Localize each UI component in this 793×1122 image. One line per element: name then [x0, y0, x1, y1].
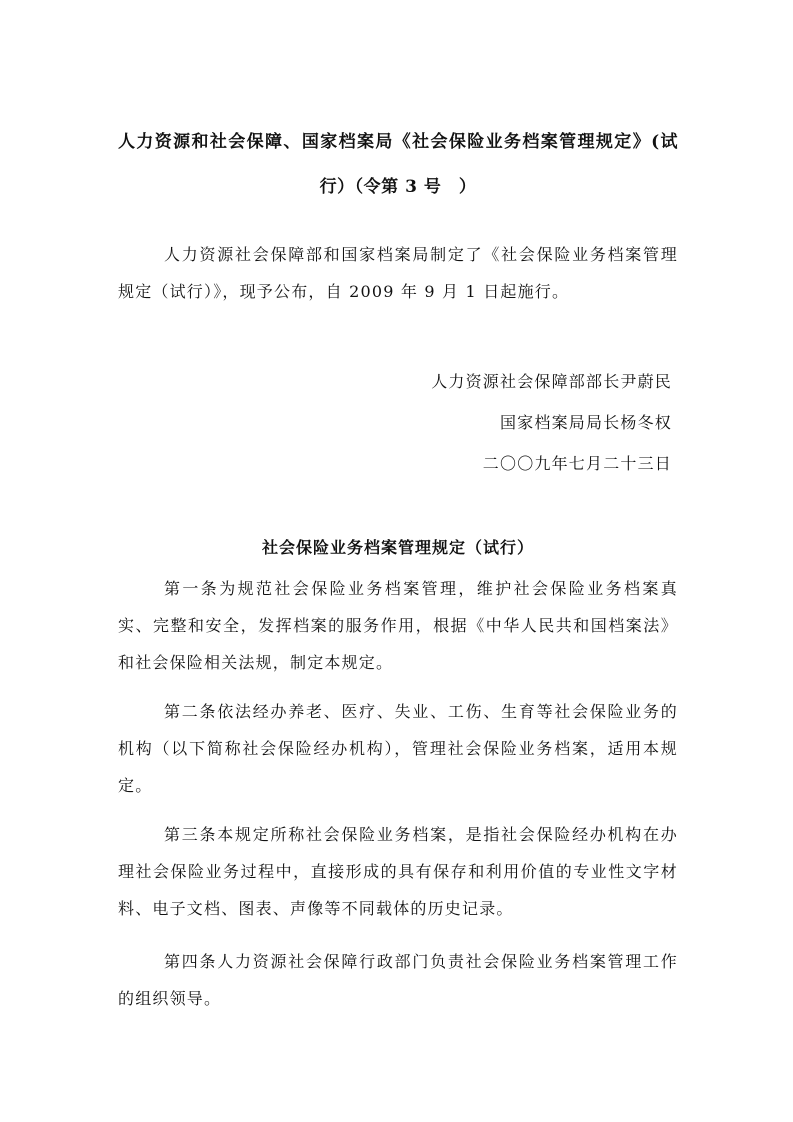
signature-minister-hrss: 人力资源社会保障部部长尹蔚民 [431, 372, 672, 391]
signature-date: 二〇〇九年七月二十三日 [482, 454, 672, 473]
document-title-line-2: 行）（令第 3 号 ） [319, 177, 477, 197]
article-4: 第四条人力资源社会保障行政部门负责社会保险业务档案管理工作的组织领导。 [118, 952, 678, 1008]
signature-archives-director: 国家档案局局长杨冬权 [499, 413, 672, 432]
article-3: 第三条本规定所称社会保险业务档案，是指社会保险经办机构在办理社会保险业务过程中，直接形成的具有保存和利用价值的专业性文字材料、电子文档、图表、声像等不同载体的历史记录。 [118, 825, 678, 918]
section-title: 社会保险业务档案管理规定（试行） [261, 538, 534, 557]
article-1: 第一条为规范社会保险业务档案管理，维护社会保险业务档案真实、完整和安全，发挥档案的服务作用，根据《中华人民共和国档案法》和社会保险相关法规，制定本规定。 [118, 579, 678, 672]
article-2: 第二条依法经办养老、医疗、失业、工伤、生育等社会保险业务的机构（以下简称社会保险经办机构），管理社会保险业务档案，适用本规定。 [118, 702, 678, 795]
intro-paragraph: 人力资源社会保障部和国家档案局制定了《社会保险业务档案管理规定（试行）》，现予公布，自 2009 年 9 月 1 日起施行。 [118, 245, 678, 301]
document-title-line-1: 人力资源和社会保障、国家档案局《社会保险业务档案管理规定》(试 [118, 132, 678, 152]
